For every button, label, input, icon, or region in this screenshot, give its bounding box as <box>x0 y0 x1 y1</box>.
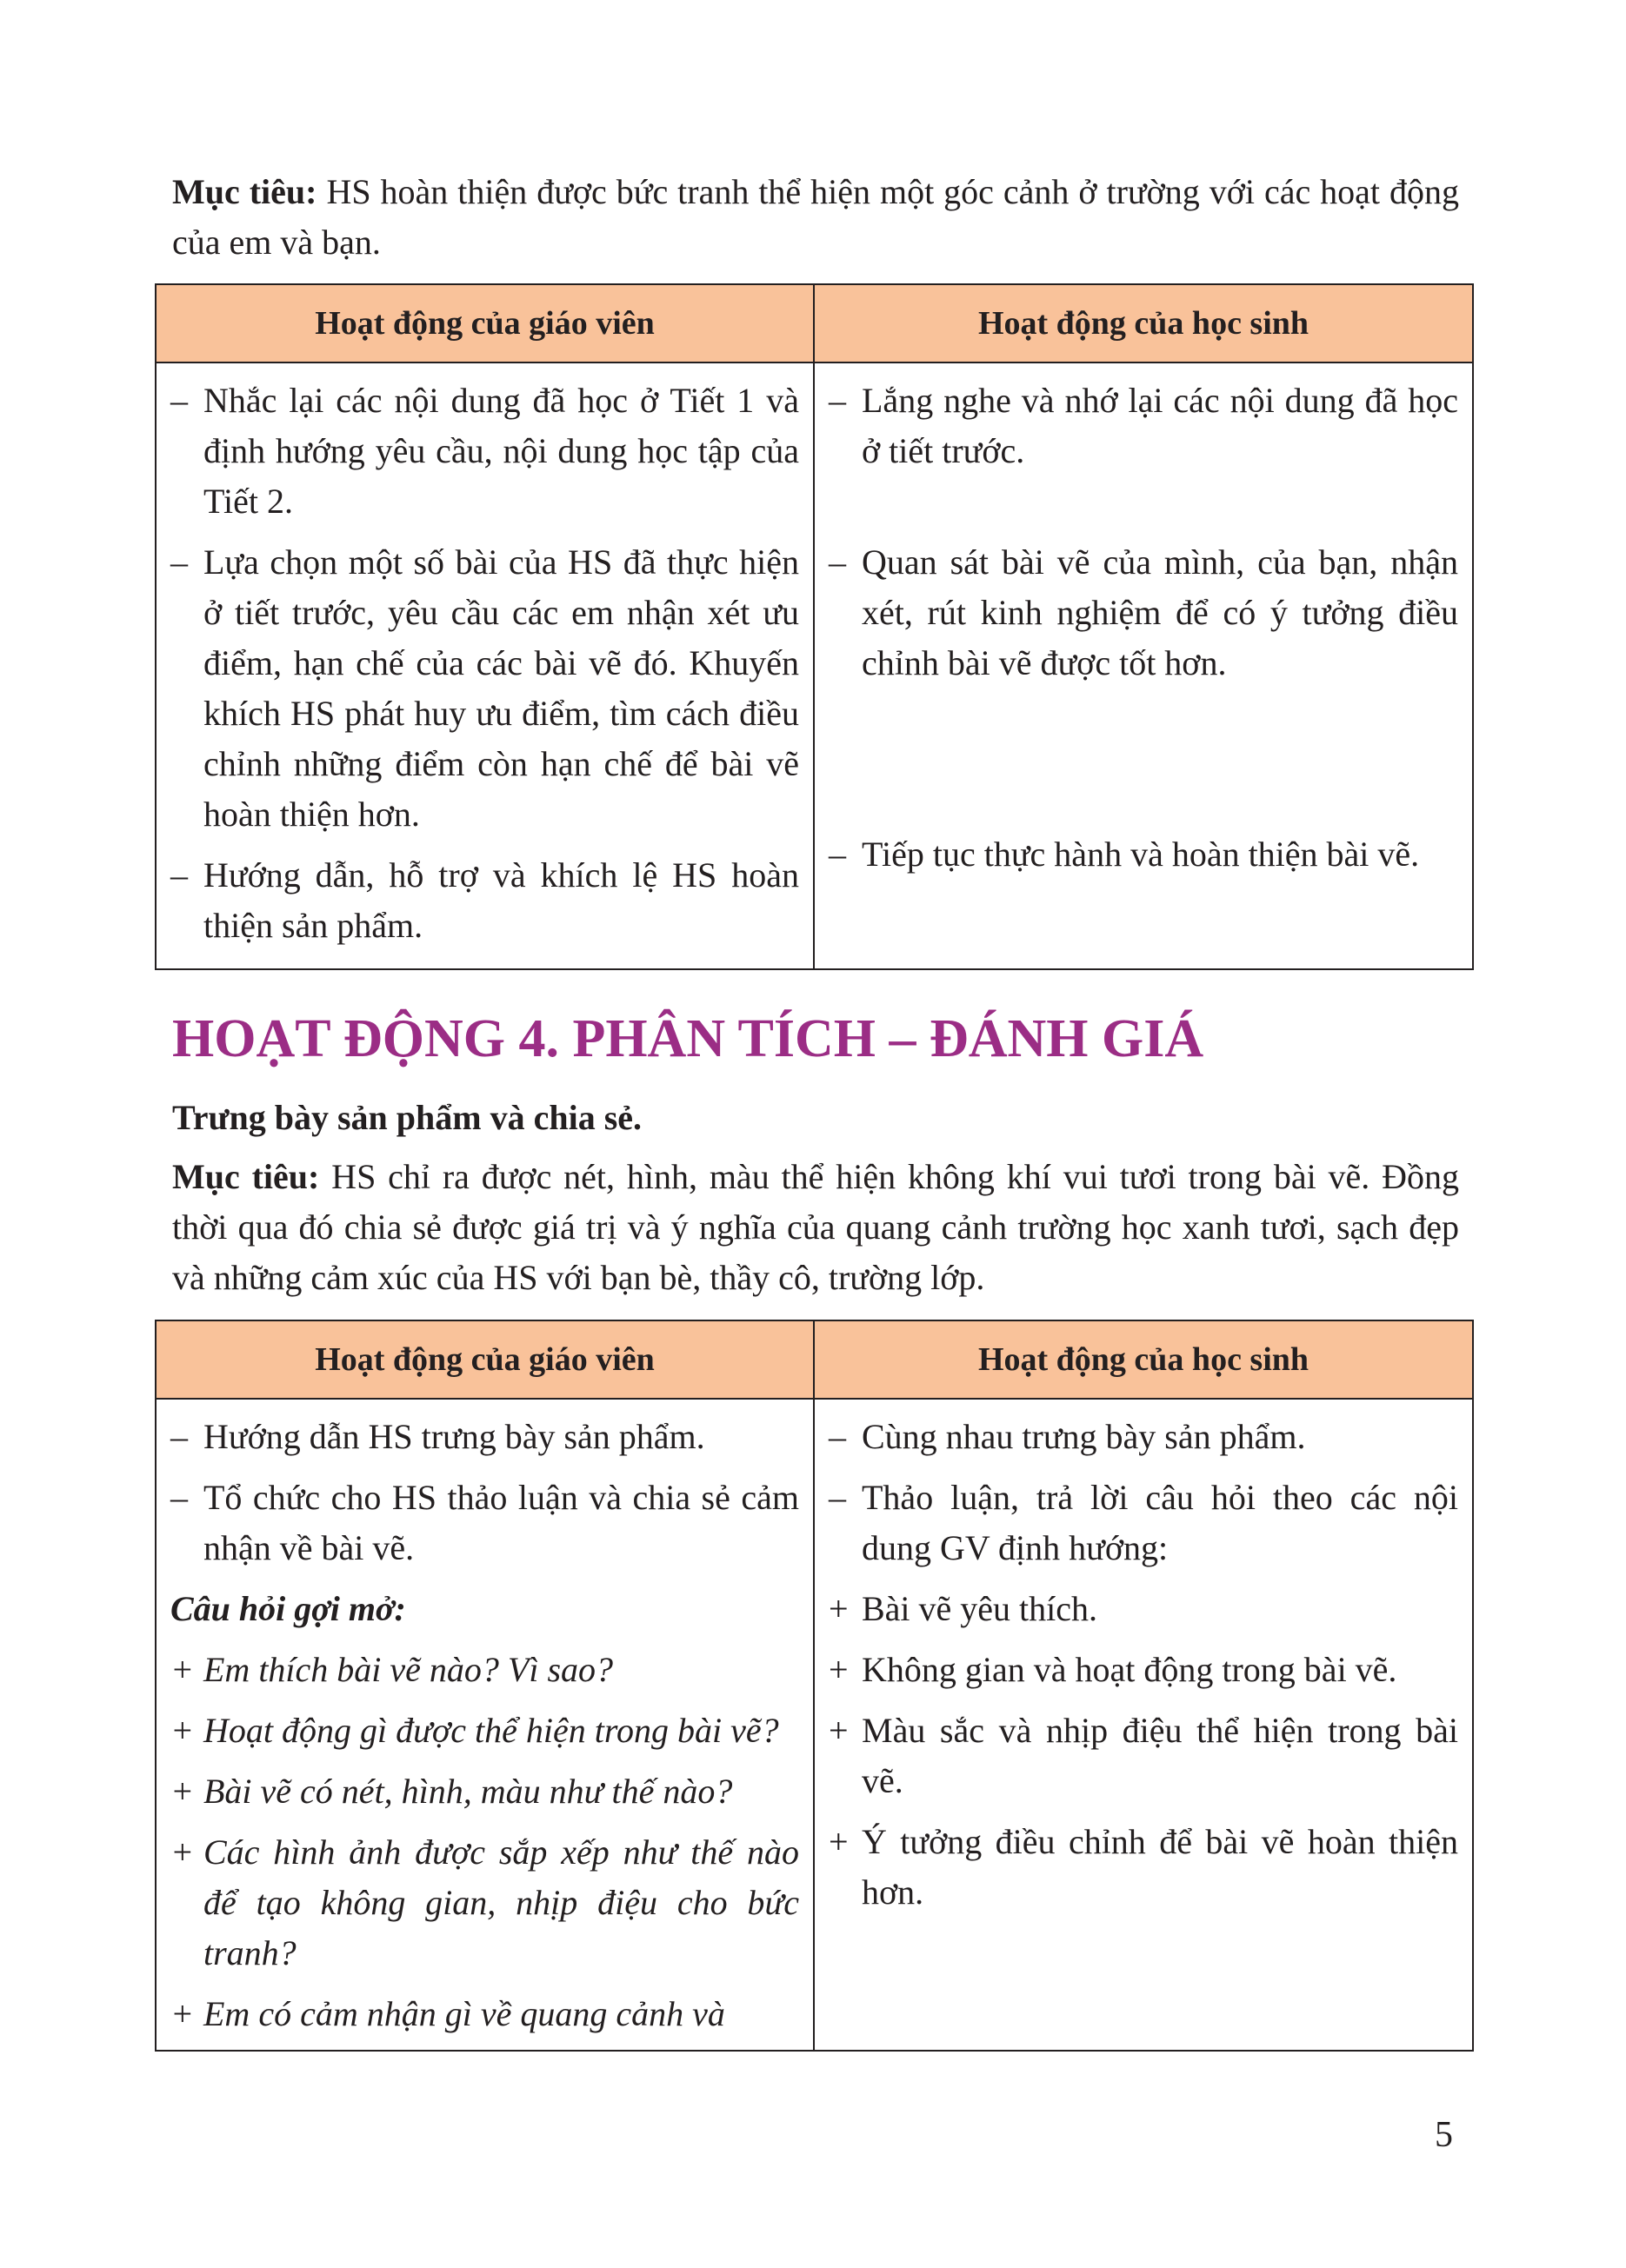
question-item: + Hoạt động gì được thể hiện trong bài vẽ? <box>170 1711 779 1750</box>
question-item: + Các hình ảnh được sắp xếp như thế nào để tạo không gian, nhịp điệu cho bức tranh? <box>170 1832 799 1972</box>
list-item: – Lắng nghe và nhớ lại các nội dung đã học ở tiết trước. <box>829 381 1458 470</box>
student-cell <box>814 1399 1473 2051</box>
goal-paragraph-1 <box>172 167 1459 268</box>
question-item: + Em thích bài vẽ nào? Vì sao? <box>170 1650 614 1689</box>
teacher-cell <box>156 1399 814 2051</box>
list-item: + Màu sắc và nhịp điệu thể hiện trong bài vẽ. <box>829 1711 1458 1800</box>
header-student: Hoạt động của học sinh <box>814 284 1473 362</box>
section-title: HOẠT ĐỘNG 4. PHÂN TÍCH – ĐÁNH GIÁ <box>172 1009 1204 1068</box>
list-item: – Cùng nhau trưng bày sản phẩm. <box>829 1417 1306 1456</box>
question-item: + Em có cảm nhận gì về quang cảnh và <box>170 1994 725 2033</box>
goal-label: Mục tiêu: <box>172 172 317 211</box>
table-row <box>156 1399 1473 2051</box>
list-item: + Không gian và hoạt động trong bài vẽ. <box>829 1650 1397 1689</box>
activity-table-2 <box>155 1320 1474 2052</box>
goal-paragraph-2 <box>172 1152 1459 1303</box>
goal-text: HS chỉ ra được nét, hình, màu thể hiện không khí vui tươi trong bài vẽ. Đồng thời qua đó chia sẻ được giá trị và ý nghĩa của quang cảnh trường học xanh tươi, sạch đẹp và những cảm xúc của HS với bạn bè, thầy cô, trường lớp. <box>172 1157 1459 1297</box>
table-row <box>156 362 1473 969</box>
activity-table-1 <box>155 283 1474 970</box>
list-item: – Thảo luận, trả lời câu hỏi theo các nội dung GV định hướng: <box>829 1478 1458 1567</box>
header-teacher: Hoạt động của giáo viên <box>156 1320 814 1399</box>
list-item: – Nhắc lại các nội dung đã học ở Tiết 1 và định hướng yêu cầu, nội dung học tập của Tiết 2. <box>170 381 799 521</box>
questions-heading: Câu hỏi gợi mở: <box>170 1589 406 1628</box>
header-teacher: Hoạt động của giáo viên <box>156 284 814 362</box>
header-student: Hoạt động của học sinh <box>814 1320 1473 1399</box>
list-item: – Hướng dẫn HS trưng bày sản phẩm. <box>170 1417 705 1456</box>
list-item: – Hướng dẫn, hỗ trợ và khích lệ HS hoàn thiện sản phẩm. <box>170 855 799 945</box>
list-item: – Lựa chọn một số bài của HS đã thực hiện ở tiết trước, yêu cầu các em nhận xét ưu điểm, hạn chế của các bài vẽ đó. Khuyến khích HS phát huy ưu điểm, tìm cách điều chỉnh những điểm còn hạn chế để bài vẽ hoàn thiện hơn. <box>170 542 799 834</box>
student-cell <box>814 362 1473 969</box>
section-subtitle: Trưng bày sản phẩm và chia sẻ. <box>172 1098 643 1137</box>
question-item: + Bài vẽ có nét, hình, màu như thế nào? <box>170 1772 733 1811</box>
list-item: – Quan sát bài vẽ của mình, của bạn, nhận xét, rút kinh nghiệm để có ý tưởng điều chỉnh bài vẽ được tốt hơn. <box>829 542 1458 682</box>
list-item: – Tổ chức cho HS thảo luận và chia sẻ cảm nhận về bài vẽ. <box>170 1478 799 1567</box>
list-item: – Tiếp tục thực hành và hoàn thiện bài vẽ. <box>829 835 1420 874</box>
table-header-row <box>156 1320 1473 1399</box>
goal-text: HS hoàn thiện được bức tranh thể hiện một góc cảnh ở trường với các hoạt động của em và bạn. <box>172 172 1460 262</box>
list-item: + Bài vẽ yêu thích. <box>829 1589 1098 1628</box>
list-item: + Ý tưởng điều chỉnh để bài vẽ hoàn thiện hơn. <box>829 1822 1458 1912</box>
goal-label: Mục tiêu: <box>172 1157 320 1196</box>
table-header-row <box>156 284 1473 362</box>
teacher-cell <box>156 362 814 969</box>
page-number: 5 <box>1435 2115 1453 2155</box>
